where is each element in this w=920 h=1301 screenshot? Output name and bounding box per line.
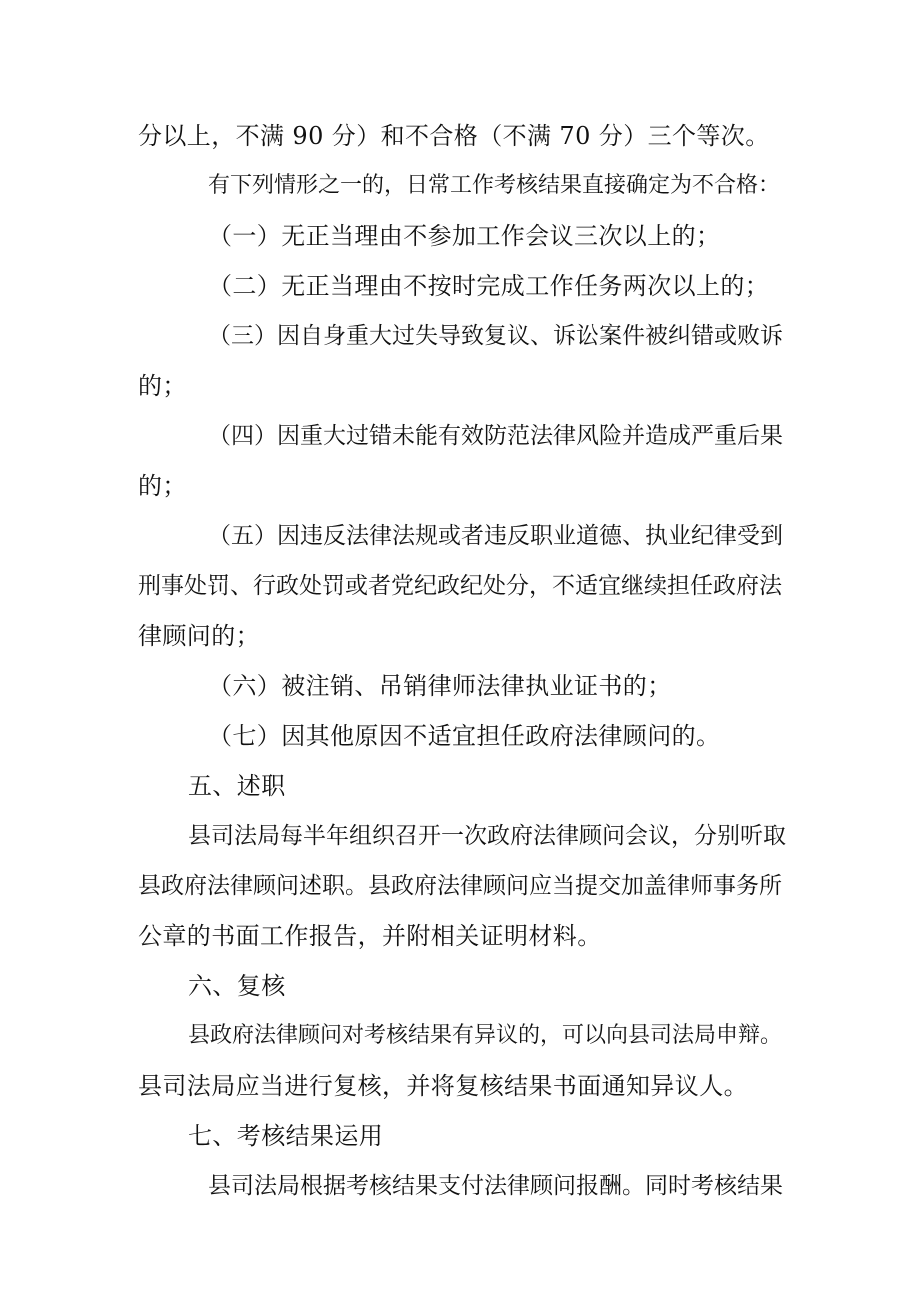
text-line: 刑事处罚、行政处罚或者党纪政纪处分，不适宜继续担任政府法 [138,573,782,599]
section-heading: 七、考核结果运用 [188,1122,384,1150]
text-line: 律顾问的； [138,622,260,650]
text-line: 县司法局根据考核结果支付法律顾问报酬。同时考核结果 [208,1173,783,1199]
section-heading: 六、复核 [188,972,286,1000]
text-line: （七）因其他原因不适宜担任政府法律顾问的。 [208,722,721,750]
text-line: （六）被注销、吊销律师法律执业证书的； [208,672,672,700]
text-line: （二）无正当理由不按时完成工作任务两次以上的； [208,272,770,300]
text-line: 县司法局每半年组织召开一次政府法律顾问会议，分别听取 [188,823,786,849]
text-line: （三）因自身重大过失导致复议、诉讼案件被纠错或败诉 [208,323,783,349]
text-line: 公章的书面工作报告，并附相关证明材料。 [138,922,602,950]
text-line: 县政府法律顾问对考核结果有异议的，可以向县司法局申辩。 [188,1023,783,1048]
text-line: 县司法局应当进行复核，并将复核结果书面通知异议人。 [138,1072,748,1100]
section-heading: 五、述职 [188,772,286,800]
text-line: （五）因违反法律法规或者违反职业道德、执业纪律受到 [208,523,783,549]
text-line: 的； [138,372,187,400]
text-line: （四）因重大过错未能有效防范法律风险并造成严重后果 [208,423,783,449]
text-line: 分以上，不满 90 分）和不合格（不满 70 分）三个等次。 [138,122,770,150]
text-line: 的； [138,472,187,500]
text-line: 县政府法律顾问述职。县政府法律顾问应当提交加盖律师事务所 [138,873,782,899]
text-line: 有下列情形之一的，日常工作考核结果直接确定为不合格： [208,173,781,198]
text-line: （一）无正当理由不参加工作会议三次以上的； [208,222,721,250]
